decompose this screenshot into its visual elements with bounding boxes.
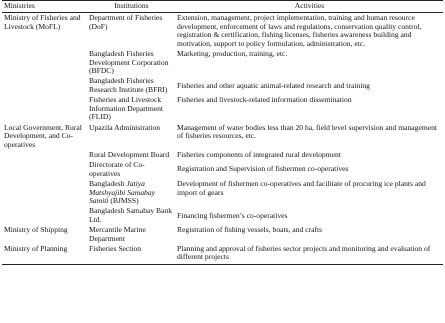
institution-cell: Fisheries and Livestock Information Department (FLID) — [89, 95, 164, 122]
institution-cell: Bangladesh Samabay Bank Ltd. — [89, 206, 173, 224]
activities-cell: Management of water bodies less than 20 ha, field level supervision and management of fisheries resources, etc. — [177, 122, 438, 141]
institution-cell: Mercantile Marine Department — [89, 225, 146, 243]
activities-cell: Fisheries components of integrated rural development — [177, 149, 341, 159]
ministry-cell — [2, 96, 87, 123]
institution-cell: Fisheries Section — [87, 245, 175, 264]
institution-cell — [87, 180, 175, 207]
table-row — [2, 151, 443, 161]
header-activities: Activities — [175, 1, 443, 13]
institution-italic-name: Jatiya Matshyajibi Samabay Samiti — [89, 178, 156, 206]
table-row — [2, 207, 443, 226]
table-row — [2, 180, 443, 207]
table-row — [2, 50, 443, 77]
ministry-cell: Ministry of Shipping — [4, 225, 68, 235]
header-institutions: Institutions — [87, 1, 175, 13]
activities-cell: Fisheries and livestock-related information dissemination — [177, 95, 352, 105]
ministry-cell — [2, 180, 87, 207]
ministry-cell — [2, 77, 87, 96]
table-row — [2, 96, 443, 123]
institutions-table — [2, 0, 443, 265]
table-row — [2, 77, 443, 96]
activities-cell: Development of fishermen co-operatives and facilitate of procuring ice plants and import of gears — [177, 178, 426, 197]
ministry-cell — [2, 50, 87, 77]
ministry-cell — [2, 151, 87, 161]
activities-cell: Marketing, production, training, etc. — [177, 49, 288, 59]
table-row — [2, 245, 443, 264]
institution-prefix: Bangladesh — [89, 178, 127, 188]
activities-cell: Registration and Supervision of fishermen co-operatives — [177, 164, 349, 174]
activities-cell: Financing fishermen’s co-operatives — [177, 210, 288, 220]
activities-cell: Fisheries and other aquatic animal-related research and training — [177, 80, 370, 90]
ministry-cell: Ministry of Planning — [2, 245, 87, 264]
institution-cell: Upazila Administration — [89, 122, 161, 132]
table-row — [2, 12, 443, 50]
table-row — [2, 226, 443, 245]
activities-cell: Planning and approval of fisheries sector projects and monitoring and evaluation of different projects — [175, 245, 443, 264]
ministry-cell: Local Government, Rural Development, and Co-operatives — [4, 122, 82, 149]
header-row — [2, 1, 443, 13]
institution-cell: Bangladesh Fisheries Research Institute (BFRI) — [89, 76, 168, 95]
header-ministries: Ministries — [2, 1, 87, 13]
institution-cell: Department of Fisheries (DoF) — [89, 13, 163, 31]
table-row — [2, 161, 443, 180]
ministry-cell — [2, 161, 87, 180]
activities-cell: Extension, management, project implementation, training and human resource development, enforcement of laws and regulations, conservation quality control, registration & certification, fishing licenses, fisheries awareness building and motivation, support to policy formulation, administration, etc. — [177, 13, 422, 48]
institution-cell: Directorate of Co-operatives — [89, 160, 145, 178]
ministry-cell: Ministry of Fisheries and Livestock (MoFL) — [4, 13, 81, 31]
institution-cell: Bangladesh Fisheries Development Corporation (BFDC) — [89, 49, 169, 76]
institution-suffix: (BJMSS) — [108, 196, 139, 206]
institution-cell: Rural Development Board — [89, 149, 170, 159]
activities-cell: Registration of fishing vessels, boats, and crafts — [177, 225, 323, 235]
ministry-cell — [2, 207, 87, 226]
table-row — [2, 124, 443, 151]
